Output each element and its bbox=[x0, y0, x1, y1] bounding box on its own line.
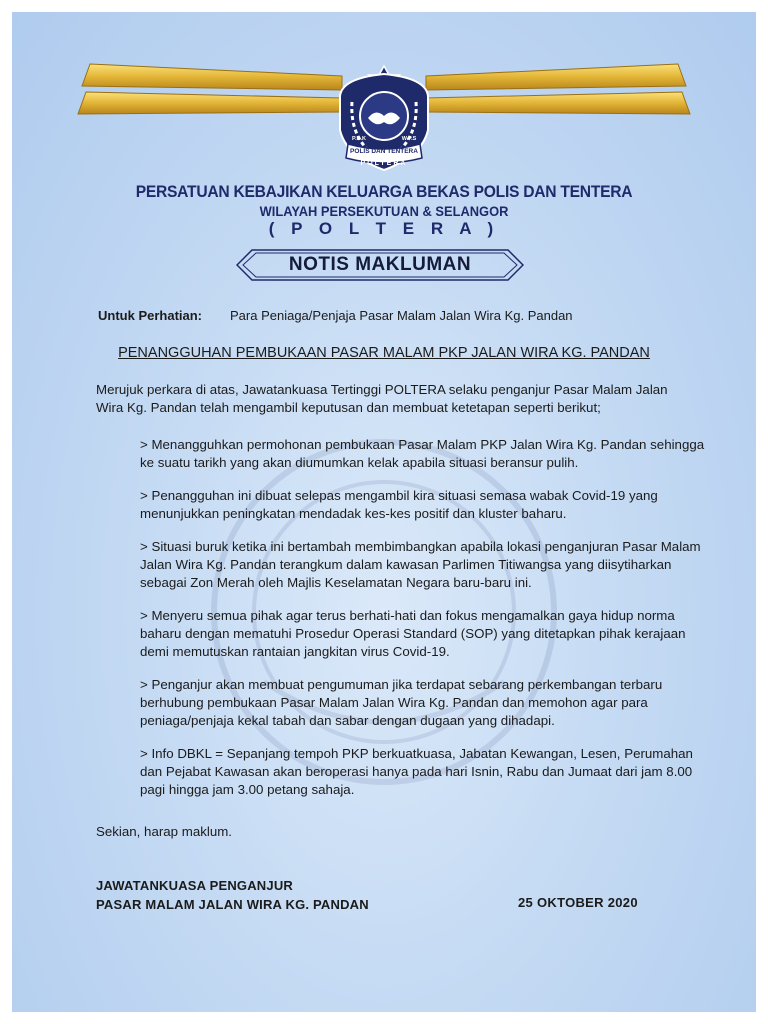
list-item: > Menangguhkan permohonan pembukaan Pasar Malam PKP Jalan Wira Kg. Pandan sehingga ke suatu tarikh yang akan diumumkan kelak apabila situasi beransur pulih. bbox=[140, 437, 705, 470]
notice-subject: PENANGGUHAN PEMBUKAAN PASAR MALAM PKP JALAN WIRA KG. PANDAN bbox=[118, 345, 650, 361]
attention-value: Para Peniaga/Penjaja Pasar Malam Jalan Wira Kg. Pandan bbox=[230, 308, 573, 323]
poltera-emblem bbox=[12, 12, 756, 182]
notice-title-banner bbox=[236, 249, 524, 281]
org-region: WILAYAH PERSEKUTUAN & SELANGOR bbox=[259, 203, 509, 219]
list-item: > Info DBKL = Sepanjang tempoh PKP berkuatkuasa, Jabatan Kewangan, Lesen, Perumahan dan Pejabat Kawasan akan beroperasi hanya pada hari Isnin, Rabu dan Jumaat dari jam 8.00 pagi hingga jam 3.00 petang sahaja. bbox=[140, 746, 693, 797]
notice-date: 25 OKTOBER 2020 bbox=[518, 895, 638, 910]
emblem-bottom-text: POLTERA bbox=[360, 160, 408, 167]
org-abbreviation: ( P O L T E R A ) bbox=[268, 219, 500, 238]
org-name: PERSATUAN KEBAJIKAN KELUARGA BEKAS POLIS DAN TENTERA bbox=[135, 182, 633, 201]
list-item: > Menyeru semua pihak agar terus berhati-hati dan fokus mengamalkan gaya hidup norma baharu dengan mematuhi Prosedur Operasi Standard (SOP) yang ditetapkan pihak kerajaan demi memutuskan rantaian jangkitan virus Covid-19. bbox=[140, 608, 686, 659]
emblem-ribbon-text: POLIS DAN TENTERA bbox=[350, 148, 418, 155]
intro-paragraph: Merujuk perkara di atas, Jawatankuasa Tertinggi POLTERA selaku penganjur Pasar Malam Jalan Wira Kg. Pandan telah mengambil keputusan dan membuat ketetapan seperti berikut; bbox=[96, 382, 668, 415]
list-item: > Situasi buruk ketika ini bertambah membimbangkan apabila lokasi penganjuran Pasar Malam Jalan Wira Kg. Pandan terangkum dalam kawasan Parlimen Titiwangsa yang diisytiharkan sebagai Zon Merah oleh Majlis Keselamatan Negara baru-baru ini. bbox=[140, 539, 701, 590]
closing-text: Sekian, harap maklum. bbox=[96, 824, 232, 839]
signature-line-2: PASAR MALAM JALAN WIRA KG. PANDAN bbox=[96, 897, 369, 912]
signature-line-1: JAWATANKUASA PENGANJUR bbox=[96, 878, 294, 893]
attention-label: Untuk Perhatian: bbox=[98, 308, 203, 323]
notice-title: NOTIS MAKLUMAN bbox=[288, 254, 472, 275]
notice-page bbox=[12, 12, 756, 1012]
list-item: > Penganjur akan membuat pengumuman jika terdapat sebarang perkembangan terbaru berhubung pembukaan Pasar Malam Jalan Wira Kg. Pandan dan memohon agar para peniaga/penjaja kekal tabah dan sabar dengan dugaan yang dihadapi. bbox=[140, 677, 663, 728]
emblem-badge-right: W.P.S bbox=[401, 136, 417, 142]
list-item: > Penangguhan ini dibuat selepas mengambil kira situasi semasa wabak Covid-19 yang menunjukkan peningkatan mendadak kes-kes positif dan kluster baharu. bbox=[140, 488, 658, 521]
points-list bbox=[140, 436, 710, 814]
emblem-badge-left: P.B.K bbox=[352, 136, 366, 142]
